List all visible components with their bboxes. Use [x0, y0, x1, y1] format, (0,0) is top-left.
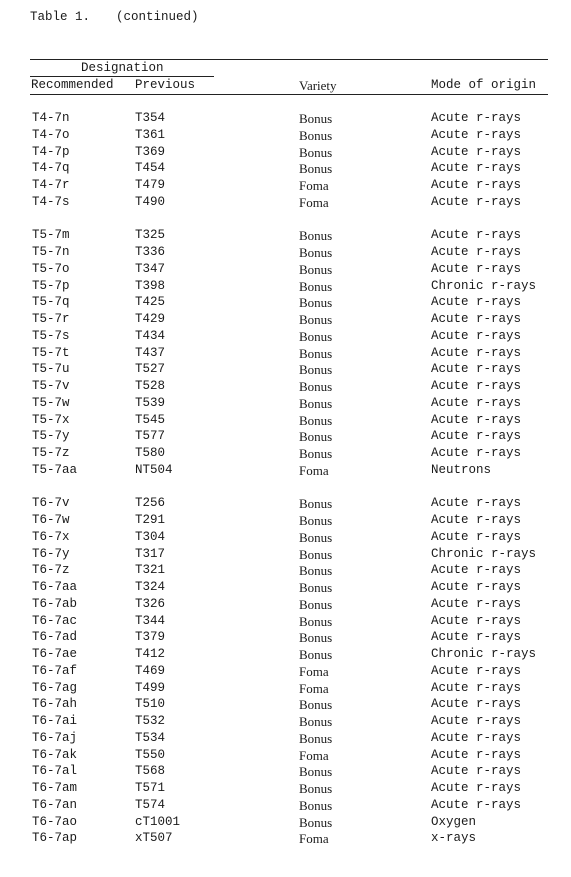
previous-cell: T454 — [135, 161, 166, 176]
previous-cell: T577 — [135, 429, 166, 444]
recommended-cell: T5-7y — [32, 429, 70, 444]
variety-cell: Foma — [299, 831, 329, 847]
previous-cell: T379 — [135, 630, 166, 645]
mode-cell: Acute r-rays — [431, 781, 522, 795]
table-row — [0, 245, 571, 262]
table-row — [0, 647, 571, 664]
recommended-cell: T6-7ap — [32, 831, 78, 846]
mode-cell: Acute r-rays — [431, 529, 522, 544]
previous-cell: T344 — [135, 613, 166, 628]
recommended-cell: T4-7q — [32, 161, 70, 176]
previous-cell: cT1001 — [135, 814, 181, 829]
mode-cell: Acute r-rays — [431, 714, 522, 728]
recommended-cell: T6-7ae — [32, 647, 78, 661]
previous-cell: T479 — [135, 178, 166, 192]
mode-cell: Acute r-rays — [431, 496, 522, 511]
mode-cell: Chronic r-rays — [431, 647, 537, 661]
recommended-cell: T5-7t — [32, 345, 70, 360]
table-row — [0, 379, 571, 396]
mode-cell: Acute r-rays — [431, 663, 522, 678]
previous-cell: T527 — [135, 362, 166, 377]
variety-cell: Bonus — [299, 596, 333, 612]
mode-cell: Acute r-rays — [431, 127, 522, 142]
previous-cell: T571 — [135, 781, 166, 795]
previous-cell: T539 — [135, 395, 166, 410]
previous-cell: T528 — [135, 379, 166, 393]
previous-cell: xT507 — [135, 831, 173, 846]
mode-cell: Acute r-rays — [431, 580, 522, 594]
mode-cell: x-rays — [431, 831, 477, 846]
recommended-cell: T5-7aa — [32, 462, 78, 477]
recommended-cell: T4-7o — [32, 127, 70, 142]
previous-cell: T291 — [135, 513, 166, 527]
variety-cell: Bonus — [299, 797, 333, 813]
variety-cell: Bonus — [299, 278, 333, 294]
table-row — [0, 145, 571, 162]
previous-cell: T532 — [135, 714, 166, 728]
table-row — [0, 630, 571, 647]
previous-cell: T347 — [135, 261, 166, 276]
designation-group-header: Designation — [81, 61, 164, 75]
table-caption — [30, 10, 199, 24]
variety-cell: Foma — [299, 194, 329, 210]
variety-cell: Bonus — [299, 563, 333, 579]
recommended-cell: T5-7n — [32, 245, 70, 259]
previous-cell: T398 — [135, 278, 166, 293]
mode-cell: Acute r-rays — [431, 228, 522, 243]
mode-cell: Acute r-rays — [431, 161, 522, 176]
mode-cell: Acute r-rays — [431, 596, 522, 611]
mode-cell: Acute r-rays — [431, 446, 522, 460]
variety-cell: Bonus — [299, 261, 333, 277]
mode-cell: Acute r-rays — [431, 797, 522, 812]
table-row — [0, 597, 571, 614]
variety-cell: Foma — [299, 680, 329, 696]
header-recommended: Recommended — [31, 78, 114, 92]
mode-cell: Acute r-rays — [431, 747, 522, 762]
designation-underline — [30, 76, 214, 77]
header-previous: Previous — [135, 78, 196, 92]
mode-cell: Neutrons — [431, 462, 492, 477]
recommended-cell: T6-7aa — [32, 580, 78, 594]
previous-cell: T354 — [135, 111, 166, 125]
header-mode-of-origin: Mode of origin — [431, 78, 537, 92]
table-row — [0, 580, 571, 597]
variety-cell: Foma — [299, 663, 329, 679]
recommended-cell: T6-7ah — [32, 697, 78, 712]
mode-cell: Acute r-rays — [431, 764, 522, 779]
variety-cell: Bonus — [299, 379, 333, 394]
table-row — [0, 195, 571, 212]
mode-cell: Acute r-rays — [431, 563, 522, 578]
table-row — [0, 563, 571, 580]
table-row — [0, 815, 571, 832]
previous-cell: T317 — [135, 546, 166, 561]
table-row — [0, 295, 571, 312]
previous-cell: T437 — [135, 345, 166, 360]
table-row — [0, 178, 571, 195]
table-row — [0, 764, 571, 781]
table-row — [0, 798, 571, 815]
table-row — [0, 279, 571, 296]
previous-cell: T369 — [135, 144, 166, 159]
mode-cell: Acute r-rays — [431, 261, 522, 276]
recommended-cell: T5-7s — [32, 328, 70, 343]
table-row — [0, 731, 571, 748]
variety-cell: Foma — [299, 747, 329, 763]
mode-cell: Acute r-rays — [431, 395, 522, 410]
table-row — [0, 161, 571, 178]
previous-cell: T304 — [135, 529, 166, 544]
table-row — [0, 748, 571, 765]
previous-cell: T568 — [135, 764, 166, 779]
previous-cell: T550 — [135, 747, 166, 762]
previous-cell: NT504 — [135, 462, 173, 477]
previous-cell: T412 — [135, 647, 166, 661]
recommended-cell: T6-7v — [32, 496, 70, 511]
variety-cell: Bonus — [299, 496, 333, 512]
previous-cell: T326 — [135, 596, 166, 611]
top-rule — [30, 59, 548, 60]
recommended-cell: T5-7u — [32, 362, 70, 377]
previous-cell: T425 — [135, 295, 166, 310]
previous-cell: T510 — [135, 697, 166, 712]
recommended-cell: T5-7p — [32, 278, 70, 293]
previous-cell: T336 — [135, 245, 166, 259]
variety-cell: Bonus — [299, 328, 333, 344]
mode-cell: Acute r-rays — [431, 178, 522, 192]
table-row — [0, 831, 571, 848]
variety-cell: Bonus — [299, 697, 333, 713]
table-row — [0, 496, 571, 513]
previous-cell: T574 — [135, 797, 166, 812]
previous-cell: T361 — [135, 127, 166, 142]
table-row — [0, 614, 571, 631]
recommended-cell: T6-7ao — [32, 814, 78, 829]
variety-cell: Bonus — [299, 144, 333, 160]
table-row — [0, 262, 571, 279]
previous-cell: T324 — [135, 580, 166, 594]
recommended-cell: T6-7ab — [32, 596, 78, 611]
recommended-cell: T6-7ai — [32, 714, 78, 728]
mode-cell: Acute r-rays — [431, 412, 522, 427]
mode-cell: Chronic r-rays — [431, 278, 537, 293]
table-row — [0, 697, 571, 714]
mode-cell: Acute r-rays — [431, 379, 522, 393]
table-row — [0, 781, 571, 798]
table-continued-note: (continued) — [116, 10, 199, 24]
recommended-cell: T5-7z — [32, 446, 70, 460]
variety-cell: Bonus — [299, 345, 333, 361]
previous-cell: T499 — [135, 680, 166, 695]
mode-cell: Acute r-rays — [431, 245, 522, 259]
recommended-cell: T4-7p — [32, 144, 70, 159]
table-row — [0, 681, 571, 698]
variety-cell: Bonus — [299, 580, 333, 595]
table-row — [0, 312, 571, 329]
mode-cell: Chronic r-rays — [431, 546, 537, 561]
mode-cell: Acute r-rays — [431, 697, 522, 712]
variety-cell: Bonus — [299, 161, 333, 177]
variety-cell: Bonus — [299, 312, 333, 327]
table-row — [0, 111, 571, 128]
variety-cell: Bonus — [299, 446, 333, 461]
recommended-cell: T6-7an — [32, 797, 78, 812]
table-row — [0, 128, 571, 145]
recommended-cell: T6-7ad — [32, 630, 78, 645]
previous-cell: T469 — [135, 663, 166, 678]
header-rule — [30, 94, 548, 95]
previous-cell: T429 — [135, 312, 166, 326]
mode-cell: Acute r-rays — [431, 312, 522, 326]
variety-cell: Bonus — [299, 647, 333, 662]
variety-cell: Bonus — [299, 111, 333, 126]
previous-cell: T434 — [135, 328, 166, 343]
variety-cell: Foma — [299, 462, 329, 478]
variety-cell: Bonus — [299, 295, 333, 311]
table-row — [0, 547, 571, 564]
table-row — [0, 362, 571, 379]
variety-cell: Foma — [299, 178, 329, 193]
mode-cell: Acute r-rays — [431, 144, 522, 159]
variety-cell: Bonus — [299, 127, 333, 143]
table-row — [0, 329, 571, 346]
variety-cell: Bonus — [299, 245, 333, 260]
recommended-cell: T6-7w — [32, 513, 70, 527]
previous-cell: T545 — [135, 412, 166, 427]
table-row — [0, 446, 571, 463]
variety-cell: Bonus — [299, 714, 333, 729]
variety-cell: Bonus — [299, 228, 333, 244]
recommended-cell: T6-7x — [32, 529, 70, 544]
recommended-cell: T6-7ac — [32, 613, 78, 628]
variety-cell: Bonus — [299, 546, 333, 562]
recommended-cell: T4-7s — [32, 194, 70, 209]
table-row — [0, 346, 571, 363]
previous-cell: T534 — [135, 730, 166, 745]
table-row — [0, 463, 571, 480]
recommended-cell: T5-7q — [32, 295, 70, 310]
variety-cell: Bonus — [299, 814, 333, 830]
variety-cell: Bonus — [299, 730, 333, 746]
table-row — [0, 228, 571, 245]
mode-cell: Oxygen — [431, 814, 477, 829]
variety-cell: Bonus — [299, 513, 333, 528]
recommended-cell: T6-7ak — [32, 747, 78, 762]
mode-cell: Acute r-rays — [431, 328, 522, 343]
previous-cell: T490 — [135, 194, 166, 209]
recommended-cell: T5-7v — [32, 379, 70, 393]
mode-cell: Acute r-rays — [431, 429, 522, 444]
recommended-cell: T6-7am — [32, 781, 78, 795]
variety-cell: Bonus — [299, 764, 333, 780]
recommended-cell: T4-7r — [32, 178, 70, 192]
variety-cell: Bonus — [299, 630, 333, 646]
recommended-cell: T6-7al — [32, 764, 78, 779]
variety-cell: Bonus — [299, 412, 333, 428]
table-row — [0, 714, 571, 731]
variety-cell: Bonus — [299, 362, 333, 378]
previous-cell: T325 — [135, 228, 166, 243]
mode-cell: Acute r-rays — [431, 730, 522, 745]
table-label: Table 1. — [30, 10, 91, 24]
previous-cell: T256 — [135, 496, 166, 511]
table-row — [0, 413, 571, 430]
recommended-cell: T6-7af — [32, 663, 78, 678]
recommended-cell: T6-7y — [32, 546, 70, 561]
mode-cell: Acute r-rays — [431, 680, 522, 695]
variety-cell: Bonus — [299, 395, 333, 411]
header-variety: Variety — [299, 78, 337, 93]
recommended-cell: T6-7ag — [32, 680, 78, 695]
table-row — [0, 513, 571, 530]
recommended-cell: T5-7r — [32, 312, 70, 326]
recommended-cell: T5-7o — [32, 261, 70, 276]
variety-cell: Bonus — [299, 429, 333, 445]
recommended-cell: T6-7aj — [32, 730, 78, 745]
variety-cell: Bonus — [299, 613, 333, 629]
recommended-cell: T6-7z — [32, 563, 70, 578]
mode-cell: Acute r-rays — [431, 345, 522, 360]
mode-cell: Acute r-rays — [431, 362, 522, 377]
mode-cell: Acute r-rays — [431, 613, 522, 628]
mode-cell: Acute r-rays — [431, 295, 522, 310]
variety-cell: Bonus — [299, 529, 333, 545]
table-row — [0, 429, 571, 446]
previous-cell: T580 — [135, 446, 166, 460]
mode-cell: Acute r-rays — [431, 194, 522, 209]
variety-cell: Bonus — [299, 781, 333, 796]
mode-cell: Acute r-rays — [431, 111, 522, 125]
recommended-cell: T4-7n — [32, 111, 70, 125]
table-row — [0, 530, 571, 547]
mode-cell: Acute r-rays — [431, 630, 522, 645]
recommended-cell: T5-7m — [32, 228, 70, 243]
recommended-cell: T5-7w — [32, 395, 70, 410]
mode-cell: Acute r-rays — [431, 513, 522, 527]
recommended-cell: T5-7x — [32, 412, 70, 427]
table-row — [0, 664, 571, 681]
table-row — [0, 396, 571, 413]
previous-cell: T321 — [135, 563, 166, 578]
